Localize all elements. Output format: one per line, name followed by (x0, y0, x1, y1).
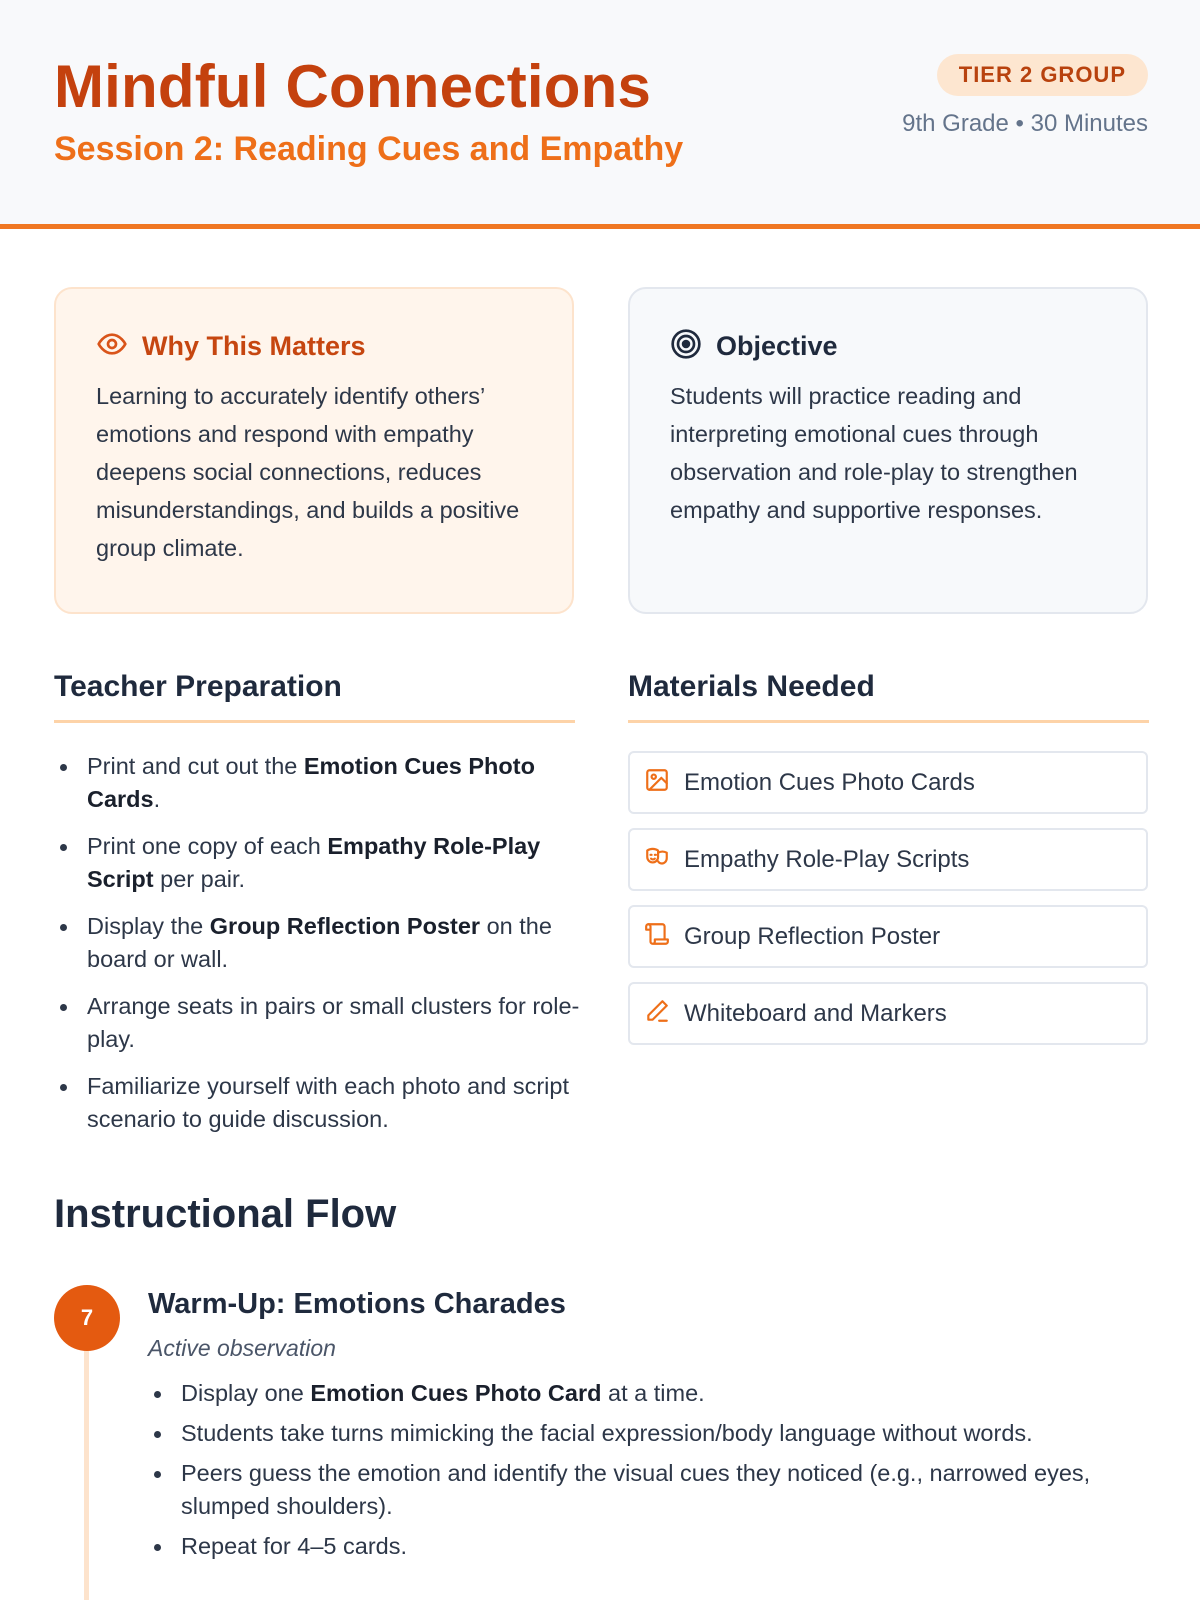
step-title: Warm-Up: Emotions Charades (148, 1288, 566, 1320)
scroll-icon (644, 921, 670, 952)
material-item-reflection-poster (628, 905, 1148, 968)
objective-card-heading: Objective (716, 330, 838, 361)
instructional-flow-heading: Instructional Flow (54, 1192, 397, 1236)
page-title: Mindful Connections (54, 53, 652, 120)
section-divider (54, 720, 575, 723)
list-item: Print one copy of each Empathy Role-Play Script per pair. (54, 830, 584, 896)
material-item-role-play-scripts (628, 828, 1148, 891)
material-label: Emotion Cues Photo Cards (684, 768, 975, 796)
material-item-photo-cards (628, 751, 1148, 814)
step-instructions-list (148, 1377, 1158, 1570)
section-divider (628, 720, 1149, 723)
step-subtitle: Active observation (148, 1335, 336, 1361)
eye-icon (96, 328, 128, 365)
list-item: Peers guess the emotion and identify the visual cues they noticed (e.g., narrowed eyes, slumped shoulders). (148, 1457, 1158, 1523)
why-card-heading: Why This Matters (142, 330, 366, 361)
timeline-line (84, 1350, 89, 1600)
materials-needed-heading: Materials Needed (628, 670, 875, 703)
why-this-matters-card (54, 287, 574, 614)
step-number-badge: 7 (54, 1285, 120, 1351)
objective-card-header (670, 329, 1106, 363)
list-item: Display the Group Reflection Poster on the board or wall. (54, 910, 584, 976)
session-subtitle: Session 2: Reading Cues and Empathy (54, 130, 684, 168)
list-item: Print and cut out the Emotion Cues Photo Cards. (54, 750, 584, 816)
teacher-preparation-list (54, 750, 584, 1150)
target-icon (670, 328, 702, 365)
teacher-preparation-heading: Teacher Preparation (54, 670, 342, 703)
material-label: Empathy Role-Play Scripts (684, 845, 970, 873)
grade-duration-meta: 9th Grade • 30 Minutes (902, 110, 1148, 137)
material-label: Group Reflection Poster (684, 922, 941, 950)
list-item: Repeat for 4–5 cards. (148, 1530, 1158, 1563)
why-card-body: Learning to accurately identify others’ emotions and respond with empathy deepens social connections, reduces misunderstandings, and builds a positive group climate. (96, 383, 520, 561)
list-item: Students take turns mimicking the facial expression/body language without words. (148, 1417, 1158, 1450)
material-item-whiteboard (628, 982, 1148, 1045)
tier-badge: TIER 2 GROUP (937, 54, 1148, 96)
list-item: Display one Emotion Cues Photo Card at a time. (148, 1377, 1158, 1410)
list-item: Arrange seats in pairs or small clusters for role-play. (54, 990, 584, 1056)
objective-card-body: Students will practice reading and interpreting emotional cues through observation and role-play to strengthen empathy and supportive responses. (670, 383, 1078, 523)
material-label: Whiteboard and Markers (684, 999, 947, 1027)
pencil-icon (644, 998, 670, 1029)
list-item: Familiarize yourself with each photo and script scenario to guide discussion. (54, 1070, 584, 1136)
theater-masks-icon (644, 844, 670, 875)
why-card-header (96, 329, 532, 363)
image-icon (644, 767, 670, 798)
objective-card (628, 287, 1148, 614)
header (0, 0, 1200, 229)
